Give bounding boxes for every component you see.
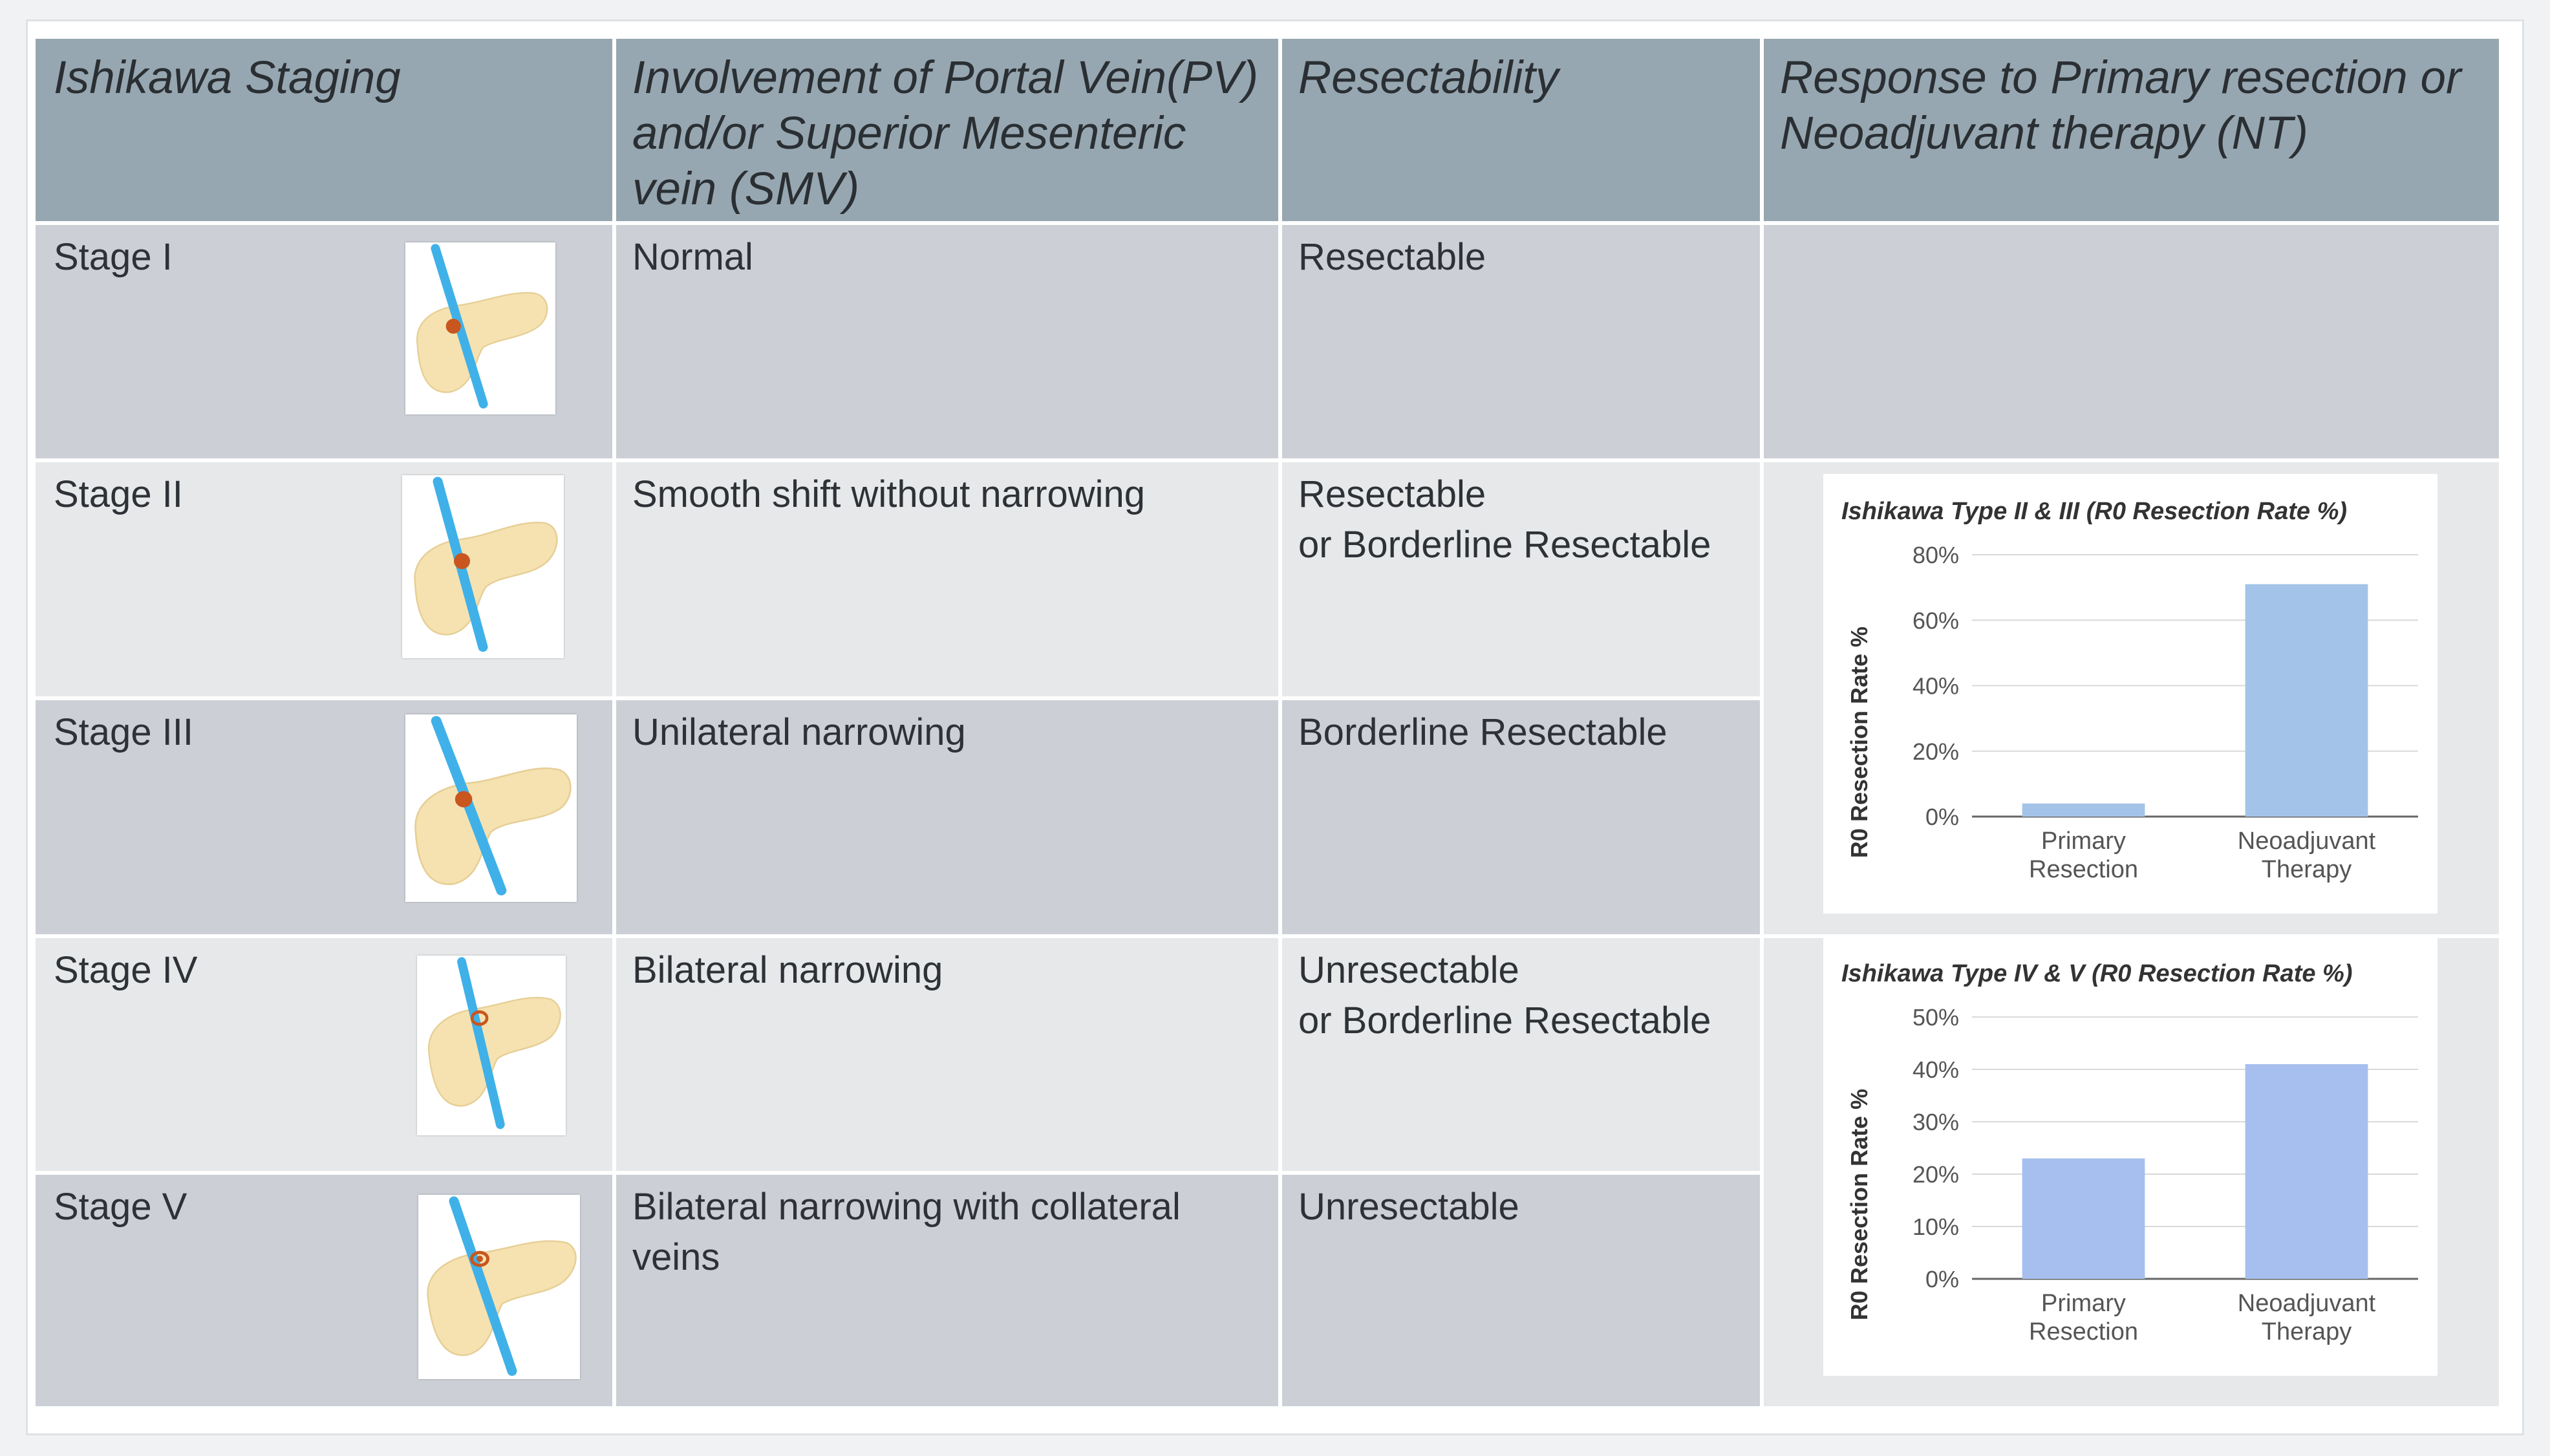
- column-divider: [1278, 39, 1282, 1406]
- y-tick-label: 0%: [1925, 1266, 1959, 1292]
- column-divider: [1760, 39, 1764, 1406]
- y-tick-label: 50%: [1912, 1004, 1959, 1031]
- bar: [2245, 1064, 2368, 1279]
- row-2-involvement: Smooth shift without narrowing: [632, 473, 1146, 515]
- y-tick-label: 30%: [1912, 1109, 1959, 1135]
- header-response-text: Response to Primary resection or Neoadjuvant therapy (NT): [1780, 52, 2461, 159]
- row-divider: [36, 221, 2499, 225]
- row-2-resectability: Resectable or Borderline Resectable: [1298, 473, 1711, 566]
- y-tick-label: 10%: [1912, 1214, 1959, 1240]
- row-4-resectability: Unresectable or Borderline Resectable: [1298, 949, 1711, 1042]
- bar: [2022, 804, 2145, 817]
- pancreas-stage-4-icon: [417, 956, 566, 1135]
- pancreas-stage-3-icon: [405, 714, 577, 902]
- header-involvement-text: Involvement of Portal Vein(PV) and/or Superior Mesenteric vein (SMV): [632, 52, 1259, 215]
- header-response: [1762, 39, 2499, 223]
- row-4-involvement-cell: [614, 936, 1280, 1173]
- row-4-resectability-cell: [1280, 936, 1762, 1173]
- row-3-involvement: Unilateral narrowing: [632, 711, 966, 753]
- x-tick-label: Neoadjuvant: [2237, 828, 2376, 855]
- row-5-resectability-cell: [1280, 1173, 1762, 1406]
- row-divider: [36, 696, 1762, 700]
- y-tick-label: 20%: [1912, 738, 1959, 765]
- row-divider: [36, 458, 2499, 462]
- pancreas-stage-1-icon: [405, 242, 555, 414]
- row-3-resectability-cell: [1280, 698, 1762, 936]
- x-tick-label: Therapy: [2261, 856, 2352, 883]
- column-divider: [612, 39, 616, 1406]
- header-staging-text: Ishikawa Staging: [54, 52, 401, 103]
- row-5-stage: Stage V: [54, 1186, 188, 1228]
- x-tick-label: Therapy: [2261, 1318, 2352, 1345]
- row-2-stage: Stage II: [54, 473, 183, 515]
- row-1-response-cell: [1762, 223, 2499, 460]
- x-tick-label: Neoadjuvant: [2237, 1290, 2376, 1317]
- y-tick-label: 20%: [1912, 1161, 1959, 1188]
- row-1-stage: Stage I: [54, 236, 173, 278]
- pancreas-stage-2-icon: [402, 475, 564, 658]
- chart-ylabel: R0 Resection Rate %: [1846, 1088, 1872, 1321]
- y-tick-label: 80%: [1912, 542, 1959, 568]
- x-tick-label: Resection: [2029, 1318, 2138, 1345]
- row-3-stage: Stage III: [54, 711, 194, 753]
- row-2-resectability-cell: [1280, 460, 1762, 698]
- row-2-involvement-cell: [614, 460, 1280, 698]
- pancreas-stage-5-icon: [418, 1195, 580, 1379]
- staging-table: [36, 39, 2499, 1406]
- y-tick-label: 40%: [1912, 1056, 1959, 1083]
- row-5-involvement: Bilateral narrowing with collateral veins: [632, 1186, 1181, 1278]
- chart-types-2-3: [1823, 474, 2438, 914]
- x-tick-label: Primary: [2041, 1290, 2126, 1317]
- header-involvement: [614, 39, 1280, 223]
- header-resectability: [1280, 39, 1762, 223]
- header-staging: [36, 39, 614, 223]
- chart-title: Ishikawa Type II & III (R0 Resection Rate %): [1841, 498, 2348, 525]
- y-tick-label: 60%: [1912, 607, 1959, 634]
- row-4-stage: Stage IV: [54, 949, 198, 991]
- row-divider: [36, 1171, 1762, 1175]
- row-4-involvement: Bilateral narrowing: [632, 949, 943, 991]
- row-5-involvement-cell: [614, 1173, 1280, 1406]
- row-3-resectability: Borderline Resectable: [1298, 711, 1667, 753]
- bar: [2022, 1159, 2145, 1279]
- header-resectability-text: Resectability: [1298, 52, 1559, 103]
- row-1-involvement: Normal: [632, 236, 753, 278]
- row-1-involvement-cell: [614, 223, 1280, 460]
- row-5-resectability: Unresectable: [1298, 1186, 1519, 1228]
- row-1-resectability-cell: [1280, 223, 1762, 460]
- chart-ylabel: R0 Resection Rate %: [1846, 626, 1872, 859]
- x-tick-label: Resection: [2029, 856, 2138, 883]
- chart-types-4-5: [1823, 936, 2438, 1376]
- x-tick-label: Primary: [2041, 828, 2126, 855]
- y-tick-label: 0%: [1925, 804, 1959, 830]
- row-3-involvement-cell: [614, 698, 1280, 936]
- chart-title: Ishikawa Type IV & V (R0 Resection Rate %): [1841, 960, 2353, 987]
- y-tick-label: 40%: [1912, 672, 1959, 700]
- row-1-resectability: Resectable: [1298, 236, 1486, 278]
- bar: [2245, 584, 2368, 817]
- chart-types-4-5-box: [1823, 936, 2438, 1376]
- chart-types-2-3-box: [1823, 474, 2438, 914]
